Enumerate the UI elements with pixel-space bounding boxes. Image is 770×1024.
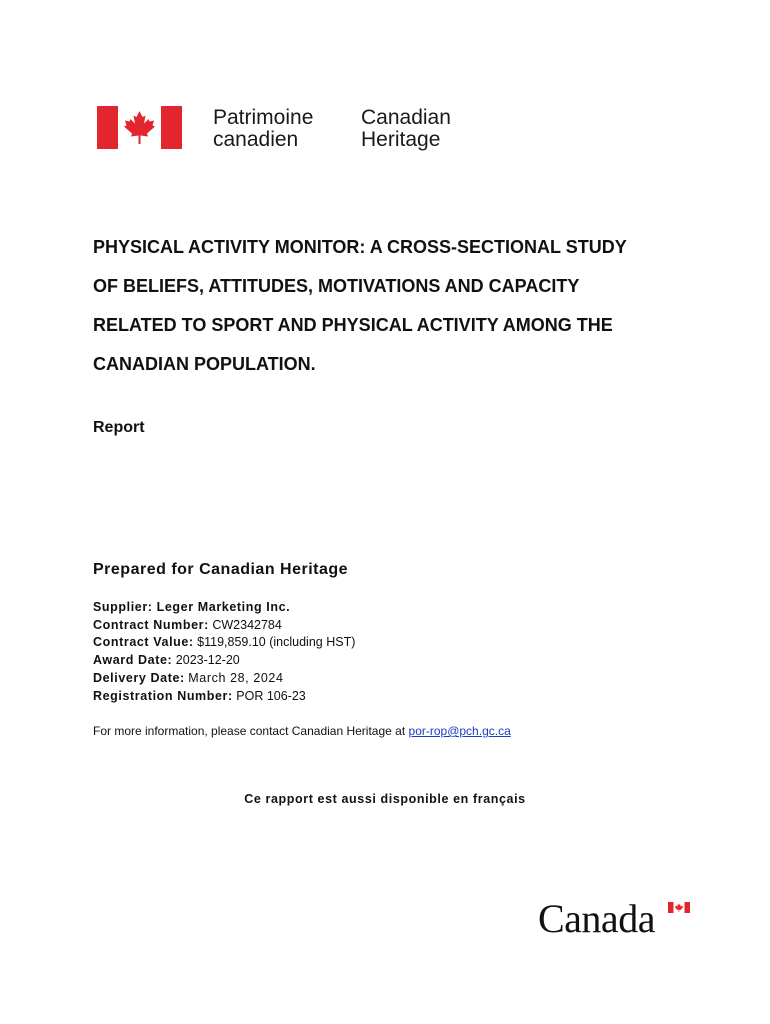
org-fr-line1: Patrimoine [213, 106, 314, 129]
canada-wordmark-text: Canada [538, 896, 655, 941]
supplier-row [93, 599, 355, 617]
title-line-1: PHYSICAL ACTIVITY MONITOR: A CROSS-SECTIONAL STUDY [93, 237, 627, 257]
org-fr-line2: canadien [213, 128, 299, 151]
award-date-label: Award Date: [93, 653, 173, 668]
canada-wordmark [538, 898, 698, 940]
prepared-for-heading: Prepared for Canadian Heritage [93, 561, 349, 578]
org-en-line2: Heritage [361, 128, 441, 151]
contact-info [93, 724, 511, 738]
supplier-text: Supplier: Leger Marketing Inc. [93, 600, 291, 614]
contract-number-row [93, 617, 355, 635]
report-title [93, 228, 693, 384]
contract-value-row [93, 634, 355, 652]
contract-value-label: Contract Value: [93, 635, 194, 650]
award-date-value: 2023-12-20 [175, 653, 240, 668]
registration-number-value: POR 106-23 [236, 688, 306, 703]
canada-flag-icon [97, 106, 182, 149]
delivery-date-label: Delivery Date: [93, 670, 185, 685]
contact-text: For more information, please contact Canadian Heritage at [93, 724, 406, 738]
delivery-date-row [93, 670, 355, 688]
contract-number-value: CW2342784 [212, 617, 282, 632]
contract-details [93, 599, 355, 705]
award-date-row [93, 652, 355, 670]
org-name-french [213, 107, 313, 151]
org-en-line1: Canadian [361, 106, 451, 129]
delivery-date-value: March 28, 2024 [188, 670, 284, 685]
registration-number-row [93, 688, 355, 706]
registration-number-label: Registration Number: [93, 688, 233, 703]
title-line-4: CANADIAN POPULATION. [93, 354, 316, 374]
contract-value-value: $119,859.10 (including HST) [197, 635, 356, 650]
title-line-3: RELATED TO SPORT AND PHYSICAL ACTIVITY AMONG THE [93, 315, 613, 335]
report-label: Report [93, 419, 145, 436]
french-availability-note: Ce rapport est aussi disponible en français [244, 792, 526, 806]
contact-email-link[interactable]: por-rop@pch.gc.ca [408, 724, 511, 738]
wordmark-flag-icon [668, 902, 690, 913]
contract-number-label: Contract Number: [93, 617, 209, 632]
title-line-2: OF BELIEFS, ATTITUDES, MOTIVATIONS AND CAPACITY [93, 276, 580, 296]
org-name-english [361, 107, 451, 151]
